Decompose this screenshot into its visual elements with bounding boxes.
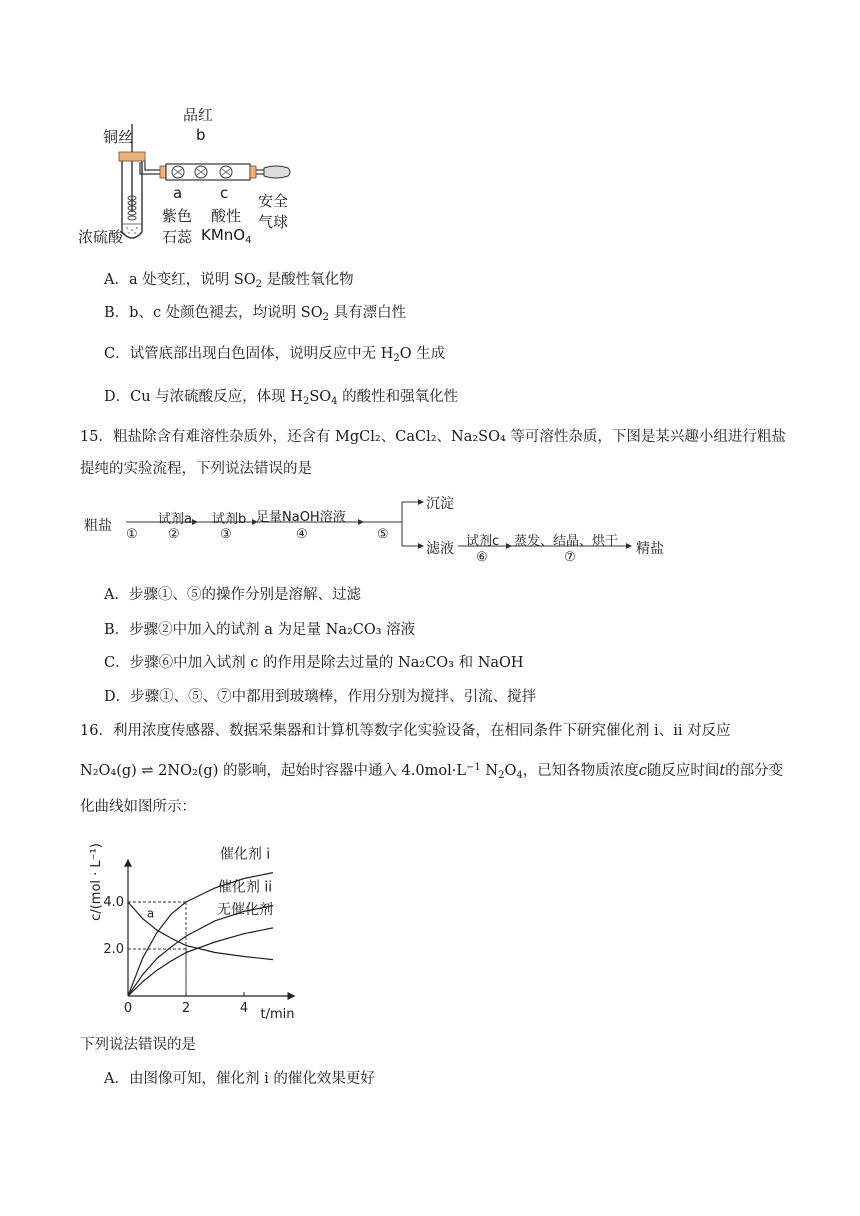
label-nongliusuan: 浓硫酸 bbox=[78, 228, 124, 246]
q16-after-chart: 下列说法错误的是 bbox=[80, 1037, 196, 1053]
series-label-1: 催化剂 ii bbox=[217, 879, 273, 896]
flow-start: 粗盐 bbox=[84, 518, 112, 534]
q15-option-d[interactable]: D．步骤①、⑤、⑦中都用到玻璃棒，作用分别为搅拌、引流、搅拌 bbox=[104, 689, 537, 705]
q14-option-b[interactable]: B．b、c 处颜色褪去，均说明 $SO_2$ 具有漂白性 bbox=[104, 305, 407, 323]
annotation-a: a bbox=[146, 906, 155, 921]
q16-option-a[interactable]: A．由图像可知，催化剂 i 的催化效果更好 bbox=[104, 1071, 375, 1087]
q16-stem-line3: 化曲线如图所示： bbox=[80, 799, 196, 815]
flow-reagent-a: 试剂a bbox=[158, 512, 192, 527]
label-b: b bbox=[196, 126, 206, 144]
concentration-time-chart bbox=[80, 826, 320, 1026]
y-tick-label-2.0: 2.0 bbox=[103, 942, 124, 957]
q16-stem-line1: 16．利用浓度传感器、数据采集器和计算机等数字化实验设备，在相同条件下研究催化剂 i、ii 对反应 bbox=[80, 723, 731, 739]
flow-reagent-b: 试剂b bbox=[212, 512, 247, 527]
flow-product: 精盐 bbox=[636, 541, 664, 557]
q14-option-a[interactable]: A．a 处变红，说明 $SO_2$ 是酸性氧化物 bbox=[104, 272, 354, 290]
q16-stem-line2: N₂O₄(g) ⇌ 2NO₂(g) 的影响，起始时容器中通入 $4.0mol\cdot L^{-1}$ $N_2O_4$，已知各物质浓度c随反应时间t的部分变 bbox=[80, 762, 784, 781]
x-tick-label-0: 0 bbox=[123, 1001, 133, 1016]
q15-stem-line1: 15．粗盐除含有难溶性杂质外，还含有 MgCl₂、CaCl₂、Na₂SO₄ 等可溶性杂质，下图是某兴趣小组进行粗盐 bbox=[80, 429, 786, 445]
label-qiqiu: 气球 bbox=[258, 213, 289, 231]
q16-equation: N₂O₄(g) ⇌ 2NO₂(g) 的影响 bbox=[80, 763, 267, 779]
series-line-2 bbox=[128, 928, 273, 996]
flow-step3: ③ bbox=[220, 527, 232, 542]
x-tick-label-2: 2 bbox=[181, 1001, 191, 1016]
flow-naoh: 足量NaOH溶液 bbox=[256, 510, 346, 525]
flow-step4: ④ bbox=[296, 527, 308, 542]
series-label-0: 催化剂 i bbox=[219, 846, 271, 863]
q15-option-c[interactable]: C．步骤⑥中加入试剂 c 的作用是除去过量的 Na₂CO₃ 和 NaOH bbox=[104, 655, 524, 671]
flow-reagent-c: 试剂c bbox=[466, 534, 500, 549]
label-kmno4: KMnO$_4$ bbox=[201, 226, 252, 246]
q15-stem-line2: 提纯的实验流程，下列说法错误的是 bbox=[80, 461, 312, 477]
flow-step5: ⑤ bbox=[377, 527, 389, 542]
x-axis-arrow bbox=[288, 992, 296, 1000]
y-axis-arrow bbox=[124, 859, 132, 867]
flow-step2: ② bbox=[168, 527, 180, 542]
label-pinhong: 品红 bbox=[183, 106, 214, 124]
label-c: c bbox=[220, 184, 229, 202]
y-tick-label-4.0: 4.0 bbox=[103, 895, 124, 910]
label-tongsi: 铜丝 bbox=[103, 128, 134, 146]
label-zise: 紫色 bbox=[162, 207, 193, 225]
q15-option-b[interactable]: B．步骤②中加入的试剂 a 为足量 Na₂CO₃ 溶液 bbox=[104, 622, 416, 638]
label-shirui: 石蕊 bbox=[162, 228, 193, 246]
flow-filtrate: 滤液 bbox=[426, 541, 454, 557]
q14-option-c[interactable]: C．试管底部出现白色固体，说明反应中无 $H_2O$ 生成 bbox=[104, 346, 446, 364]
flow-step7: ⑦ bbox=[564, 550, 576, 565]
flow-evaporate: 蒸发、结晶、烘干 bbox=[514, 534, 619, 549]
flow-precipitate: 沉淀 bbox=[426, 496, 454, 512]
series-label-2: 无催化剂 bbox=[217, 901, 273, 918]
label-a: a bbox=[173, 184, 183, 202]
x-tick-label-4: 4 bbox=[239, 1001, 249, 1016]
x-axis-label: t/min bbox=[260, 1007, 295, 1022]
q14-option-d[interactable]: D．Cu 与浓硫酸反应，体现 $H_2SO_4$ 的酸性和强氧化性 bbox=[104, 389, 459, 407]
label-anquan: 安全 bbox=[258, 192, 289, 210]
q15-option-a[interactable]: A．步骤①、⑤的操作分别是溶解、过滤 bbox=[104, 587, 361, 603]
label-suanxing: 酸性 bbox=[211, 207, 242, 225]
y-axis-label: c/(mol · L⁻¹) bbox=[89, 843, 104, 921]
flow-step1: ① bbox=[126, 527, 138, 542]
flow-step6: ⑥ bbox=[476, 550, 488, 565]
